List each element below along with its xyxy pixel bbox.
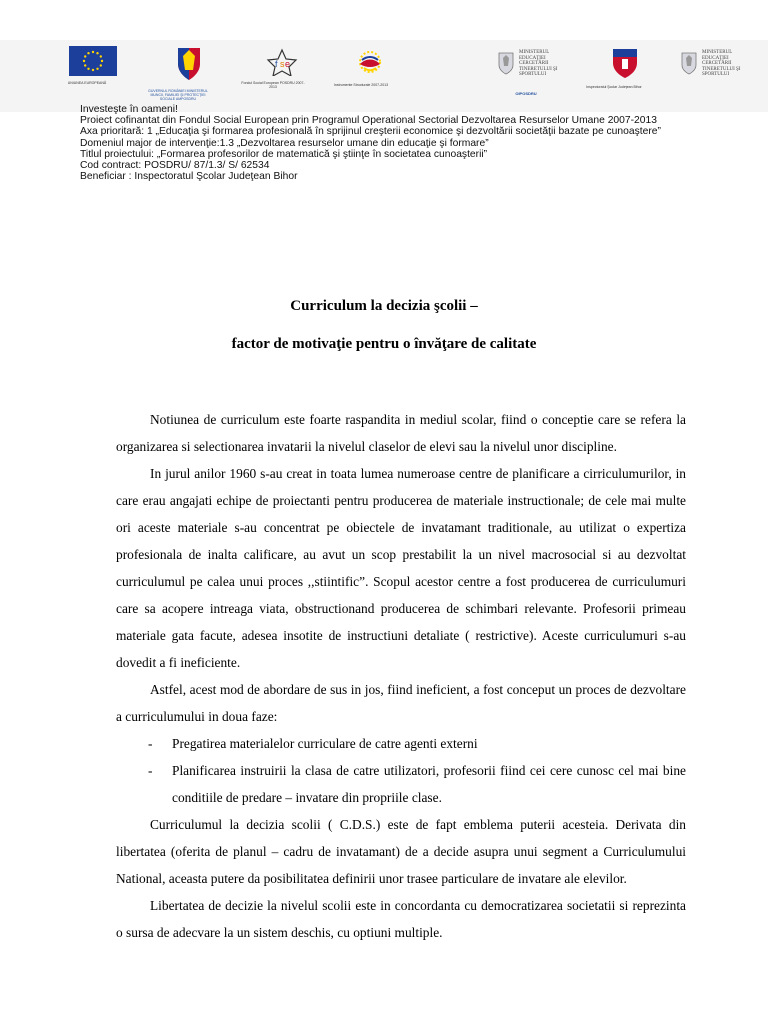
ministry-right-text: MINISTERUL EDUCAŢIEI CERCETĂRII TINERETULUI ŞI SPORTULUI: [702, 50, 741, 77]
list-item: [116, 730, 686, 757]
phase-list: [116, 730, 686, 811]
header-priority-axis: Axa prioritară: 1 „Educaţia şi formarea profesională în sprijinul creşterii economice şi dezvoltării societăţii bazate pe cunoaştere”: [80, 126, 661, 138]
oiposdru-label-wrap: [506, 92, 554, 96]
header-project-title: Titlul proiectului: „Formarea profesorilor de matematică şi ştiinţe în societatea cunoaşterii”: [80, 148, 488, 160]
fse-caption: Fondul Social European POSDRU 2007-2013: [241, 81, 305, 89]
paragraph-4: Curriculumul la decizia scolii ( C.D.S.) este de fapt emblema puterii acesteia. Derivata din libertatea (oferita de planul – cadru de invatamant) de a decide asupra unui segment a Curriculumului National, aceasta putere da posibilitatea definirii unor trasee particulare de invatare ale elevilor.: [116, 817, 686, 886]
header-intervention-domain: Domeniul major de intervenţie:1.3 „Dezvoltarea resurselor umane din educaţie şi formare”: [80, 137, 489, 149]
bullet-marker: -: [148, 763, 153, 778]
instrumente-structurale-logo: [333, 48, 396, 87]
isj-caption: Inspectoratul Şcolar Judeţean Bihor: [586, 85, 642, 89]
eu-caption: UNIUNEA EUROPEANĂ: [67, 81, 107, 85]
oiposdru-caption: OIPOSDRU: [515, 91, 537, 96]
list-item-text: Planificarea instruirii la clasa de catre utilizatori, profesorii fiind cei cere cunosc cel mai bine conditiile de predare – invatare din propriile clase.: [172, 763, 686, 805]
svg-text:s: s: [280, 59, 285, 69]
ministry-crest-icon: [497, 50, 515, 76]
logo-strip: [0, 40, 768, 112]
ministry-left-text: MINISTERUL EDUCAŢIEI CERCETĂRII TINERETULUI ŞI SPORTULUI: [519, 50, 558, 77]
eu-flag-icon: [69, 46, 117, 76]
svg-text:f: f: [275, 59, 278, 69]
fse-logo: [241, 48, 308, 89]
header-beneficiary: Beneficiar : Inspectoratul Şcolar Judeţean Bihor: [80, 171, 298, 183]
svg-text:e: e: [285, 59, 291, 69]
instrumente-structurale-icon: [352, 48, 388, 78]
bullet-marker: -: [148, 736, 153, 751]
document-subtitle: factor de motivaţie pentru o învăţare de calitate: [231, 336, 537, 352]
paragraph-1: Notiunea de curriculum este foarte raspandita in mediul scolar, fiind o conceptie care se refera la organizarea si selectionarea invatarii la nivelul claselor de elevi sau la nivelul unor discipline.: [116, 412, 686, 454]
project-header: [80, 104, 700, 182]
header-contract-code: Cod contract: POSDRU/ 87/1.3/ S/ 62534: [80, 160, 270, 172]
isj-bihor-logo: [586, 46, 649, 89]
list-item: [116, 757, 686, 811]
fse-star-icon: [266, 48, 298, 76]
header-slogan: Investeşte în oameni!: [80, 104, 178, 115]
ministry-crest-icon: [680, 50, 698, 76]
ministry-logo-left: [497, 50, 565, 78]
paragraph-5: Libertatea de decizie la nivelul scolii este in concordanta cu democratizarea societatii si reprezinta o sursa de adecvare la un sistem deschis, cu optiuni multiple.: [116, 898, 686, 940]
paragraph-2: In jurul anilor 1960 s-au creat in toata lumea numeroase centre de planificare a cirriculumurilor, in care erau angajati echipe de proiectanti pentru producerea de materiale instructionale; de cele mai multe ori aceste materiale s-au concentrat pe obiectele de invatamant traditionale, au utilizat o expertiza profesionala de inalta calificare, au avut un scop prestabilit la un nivel macrosocial si au dezvoltat curriculumul pe calea unui proces ,,stiintific”. Scopul acestor centre a fost producerea de curriculumuri care sa acopere intreaga viata, obstructionand producerea de schimbari relevante. Profesorii primeau materiale gata facute, adesea insotite de instructiuni detaliate ( restrictive). Aceste curriculumuri s-au dovedit a fi ineficiente.: [116, 466, 686, 670]
eu-logo: [63, 46, 122, 85]
list-item-text: Pregatirea materialelor curriculare de catre agenti externi: [172, 736, 478, 751]
header-project-cofinance: Proiect cofinantat din Fondul Social European prin Programul Operational Sectorial Dezvoltarea Resurselor Umane 2007-2013: [80, 115, 657, 127]
isj-shield-icon: [611, 46, 639, 80]
ministry-logo-right: [680, 50, 748, 78]
is-caption: Instrumente Structurale 2007-2013: [333, 83, 389, 87]
gov-caption: GUVERNUL ROMÂNIEI MINISTERUL MUNCII, FAMILIEI ŞI PROTECŢIEI SOCIALE AMPOSDRU: [148, 89, 208, 101]
document-body: [116, 406, 686, 946]
coat-of-arms-icon: [175, 44, 203, 84]
document-title: Curriculum la decizia şcolii –: [290, 298, 478, 314]
romania-gov-logo: [148, 44, 213, 101]
paragraph-3: Astfel, acest mod de abordare de sus in jos, fiind ineficient, a fost conceput un proces de dezvoltare a curriculumului in doua faze:: [116, 682, 686, 724]
